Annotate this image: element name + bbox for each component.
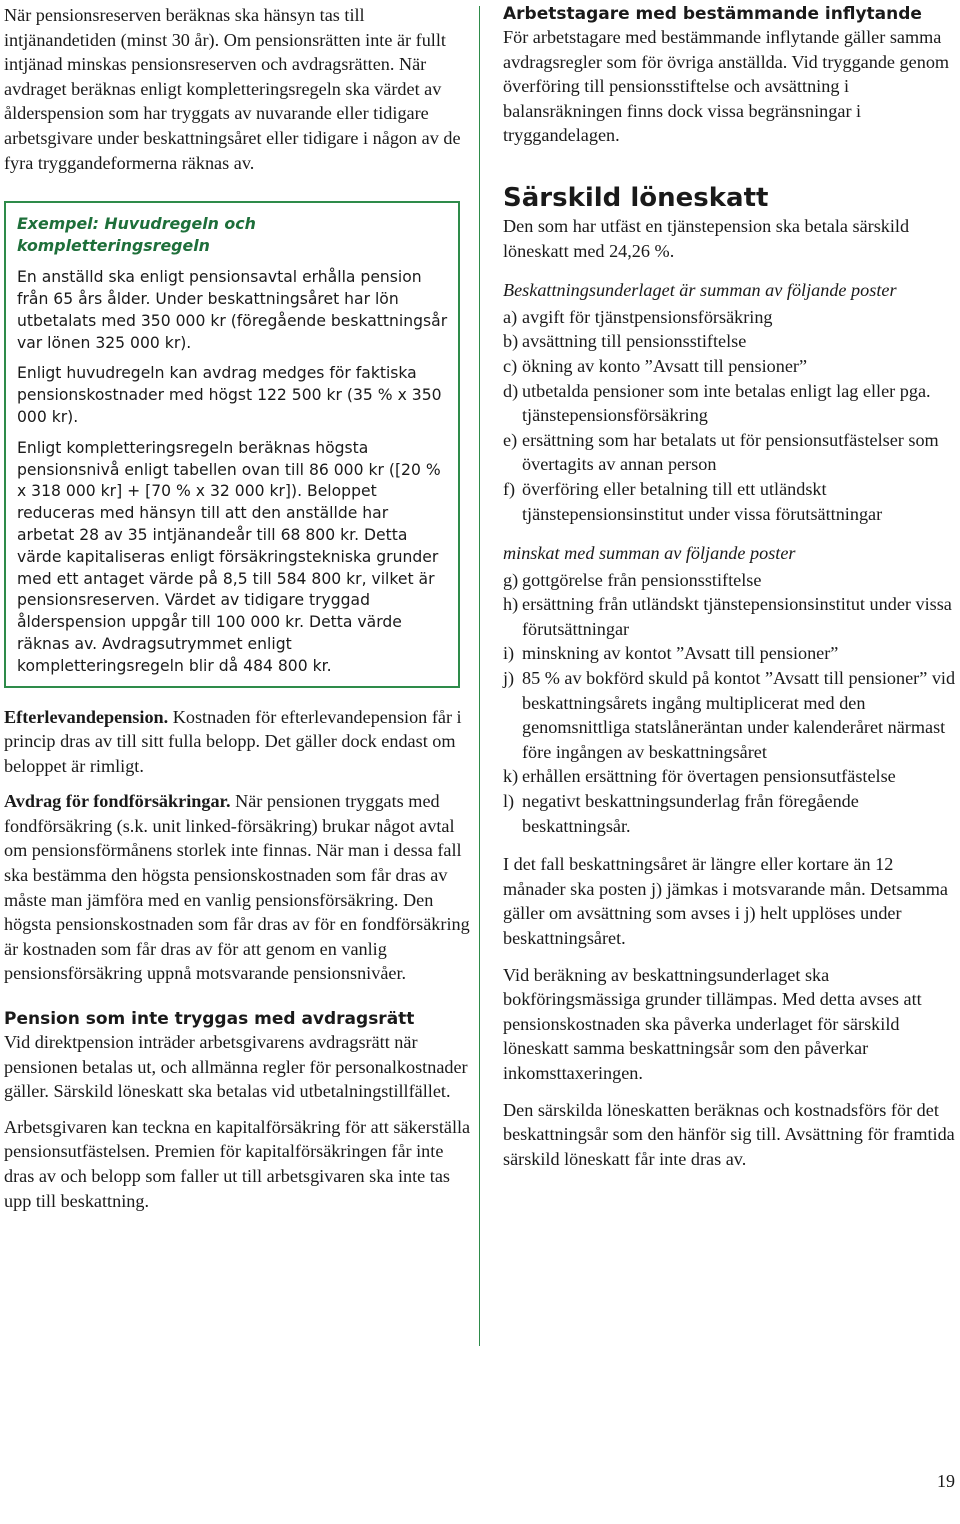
additions-list-item bbox=[503, 305, 958, 330]
kostnadsforing-paragraph: Den särskilda löneskatten beräknas och kostnadsförs för det beskattningsår som den hänför sig till. Avsättning för framtida särskild löneskatt får inte dras av. bbox=[503, 1099, 955, 1169]
pension-paragraph-2: Arbetsgivaren kan teckna en kapitalförsäkring för att säkerställa pensionsutfästelsen. Premien för kapitalförsäkringen får inte dras av och belopp som faller ut till arbetsgivaren ska inte tas upp till beskattning. bbox=[4, 1116, 471, 1211]
pension-paragraph-1: Vid direktpension inträder arbetsgivarens avdragsrätt när pensionen betalas ut, och allmänna regler för personalkostnader gäller. Särskild löneskatt ska betalas vid utbetalningstillfället. bbox=[4, 1032, 468, 1102]
deductions-list-item bbox=[503, 641, 958, 666]
deductions-list-item-label: g) bbox=[503, 569, 519, 590]
additions-list-item-text: avsättning till pensionsstiftelse bbox=[522, 331, 747, 352]
additions-list-item-label: b) bbox=[503, 331, 519, 352]
additions-list-item-label: a) bbox=[503, 306, 518, 327]
deductions-list-item bbox=[503, 568, 958, 593]
intro-paragraph: När pensionsreserven beräknas ska hänsyn tas till intjänandetiden (minst 30 år). Om pensionsrätten inte är fullt intjänad minskas pensionsreserven och avdragsrätten. När avdraget beräknas enligt kompletteringsregeln ska värdet av ålderspension som har tryggats av nuvarande eller tidigare arbetsgivare under beskattningsåret eller tidigare i någon av de fyra tryggandeformerna räknas av. bbox=[4, 5, 461, 173]
deductions-list-item-text: erhållen ersättning för övertagen pensionsutfästelse bbox=[522, 766, 896, 787]
deductions-list-item-text: gottgörelse från pensionsstiftelse bbox=[522, 569, 762, 590]
additions-list-item-text: ökning av konto ”Avsatt till pensioner” bbox=[522, 355, 808, 376]
efterlevande-paragraph bbox=[4, 705, 472, 779]
additions-list-item bbox=[503, 477, 958, 526]
loneskatt-paragraph: Den som har utfäst en tjänstepension ska betala särskild löneskatt med 24,26 %. bbox=[503, 215, 910, 261]
pension-heading: Pension som inte tryggas med avdragsrätt bbox=[4, 1009, 415, 1030]
left-column bbox=[4, 3, 472, 1224]
deductions-list-item-label: k) bbox=[503, 766, 519, 787]
fondforsakring-text: När pensionen tryggats med fondförsäkring (s.k. unit linked-försäkring) brukar något avtal om pensionsförmånens storlek inte finnas. När man i dessa fall ska bestämma den högsta pensionskostnaden som får dras av måste man jämföra med en vanlig pensionsförsäkring. Den högsta pensionskostnaden som får dras av för en fondförsäkring är kostnaden som får dras av för att genom en vanlig pensionsförsäkring uppnå motsvarande pensionsnivåer. bbox=[4, 791, 470, 984]
deductions-list-item-label: j) bbox=[503, 668, 515, 689]
additions-list-item-text: avgift för tjänstpensionsförsäkring bbox=[522, 306, 773, 327]
additions-list-item bbox=[503, 354, 958, 379]
efterlevande-heading: Efterlevandepension. bbox=[4, 706, 169, 727]
additions-list-item-text: överföring eller betalning till ett utländskt tjänstepensionsinstitut under vissa förutsättningar bbox=[522, 478, 883, 524]
additions-list-item-label: c) bbox=[503, 355, 518, 376]
example-paragraph-3: Enligt kompletteringsregeln beräknas högsta pensionsnivå enligt tabellen ovan till 86 000 kr ([20 % x 318 000 kr] + [70 % x 32 000 kr]). Beloppet reduceras med hänsyn till att den anställde har arbetat 28 av 35 intjänandeår till 68 800 kr. Detta värde kapitaliseras enligt försäkringstekniska grunder med ett antaget värde på 8,5 till 584 800 kr, vilket är pensionsreserven. Värdet av tidigare tryggad ålderspension uppgår till 100 000 kr. Detta värde räknas av. Avdragsutrymmet enligt kompletteringsregeln blir då 484 800 kr. bbox=[17, 438, 441, 675]
sarskild-loneskatt-heading: Särskild löneskatt bbox=[503, 182, 769, 213]
column-divider bbox=[479, 6, 480, 1346]
arbetstagare-heading: Arbetstagare med bestämmande inflytande bbox=[503, 4, 922, 24]
deductions-list-item-text: 85 % av bokförd skuld på kontot ”Avsatt till pensioner” vid beskattningsårets ingång multiplicerat med den genomsnittliga statslåneräntan under kalenderåret närmast före ingången av beskattningsåret bbox=[522, 668, 956, 762]
example-paragraph-1: En anställd ska enligt pensionsavtal erhålla pension från 65 års ålder. Under beskattningsåret har lön utbetalats med 350 000 kr (föregående beskattningsår var lönen 325 000 kr). bbox=[17, 268, 448, 352]
deductions-list-item-text: ersättning från utländskt tjänstepensionsinstitut under vissa förutsättningar bbox=[522, 594, 952, 639]
additions-list-item-text: ersättning som har betalats ut för pensionsutfästelser som övertagits av annan person bbox=[522, 429, 939, 475]
deductions-list-item bbox=[503, 764, 958, 789]
deductions-list-item-label: i) bbox=[503, 643, 515, 664]
jamkning-paragraph: I det fall beskattningsåret är längre eller kortare än 12 månader ska posten j) jämkas i motsvarande mån. Detsamma gäller om avsättning som avses i j) helt upplöses under beskattningsåret. bbox=[503, 854, 948, 948]
fondforsakring-heading: Avdrag för fondförsäkringar. bbox=[4, 791, 231, 812]
example-paragraph-2: Enligt huvudregeln kan avdrag medges för faktiska pensionskostnader med högst 122 500 kr (35 % x 350 000 kr). bbox=[17, 364, 442, 426]
deductions-list-item bbox=[503, 666, 958, 764]
deductions-list bbox=[503, 568, 958, 839]
additions-list-item-label: f) bbox=[503, 478, 516, 499]
example-box bbox=[4, 201, 460, 687]
deductions-list-item bbox=[503, 592, 958, 641]
additions-list-item bbox=[503, 329, 958, 354]
deductions-list-item bbox=[503, 789, 958, 838]
additions-list-item bbox=[503, 428, 958, 477]
page-number: 19 bbox=[937, 1471, 955, 1491]
efterlevande-text: Kostnaden för efterlevandepension får i princip dras av till sitt fulla belopp. Det gäller dock endast om beloppet är rimligt. bbox=[4, 706, 462, 776]
fondforsakring-paragraph bbox=[4, 789, 472, 986]
additions-list-item-label: e) bbox=[503, 429, 518, 450]
deductions-list-item-label: l) bbox=[503, 791, 515, 812]
bokforing-paragraph: Vid beräkning av beskattningsunderlaget ska bokföringsmässiga grunder tillämpas. Med detta avses att pensionskostnaden ska påverka underlaget för särskild löneskatt samma beskattningsår som den påverkar inkomsttaxeringen. bbox=[503, 964, 922, 1083]
deductions-list-item-label: h) bbox=[503, 594, 519, 615]
deductions-list-item-text: negativt beskattningsunderlag från föregående beskattningsår. bbox=[522, 791, 859, 836]
additions-list-item-label: d) bbox=[503, 380, 519, 401]
arbetstagare-paragraph: För arbetstagare med bestämmande inflytande gäller samma avdragsregler som för övriga anställda. Vid tryggande genom överföring till pensionsstiftelse och avsättning i balansräkningen finns dock vissa begränsningar i tryggandelagen. bbox=[503, 27, 950, 146]
list1-intro: Beskattningsunderlaget är summan av följande poster bbox=[503, 280, 897, 301]
additions-list bbox=[503, 305, 958, 526]
right-column bbox=[503, 3, 958, 1171]
deductions-list-item-text: minskning av kontot ”Avsatt till pensioner” bbox=[522, 643, 839, 664]
additions-list-item-text: utbetalda pensioner som inte betalas enligt lag eller pga. tjänstepensionsförsäkring bbox=[522, 380, 931, 426]
additions-list-item bbox=[503, 379, 958, 428]
example-title: Exempel: Huvudregeln och kompletteringsregeln bbox=[17, 214, 256, 256]
list2-intro: minskat med summan av följande poster bbox=[503, 543, 796, 564]
